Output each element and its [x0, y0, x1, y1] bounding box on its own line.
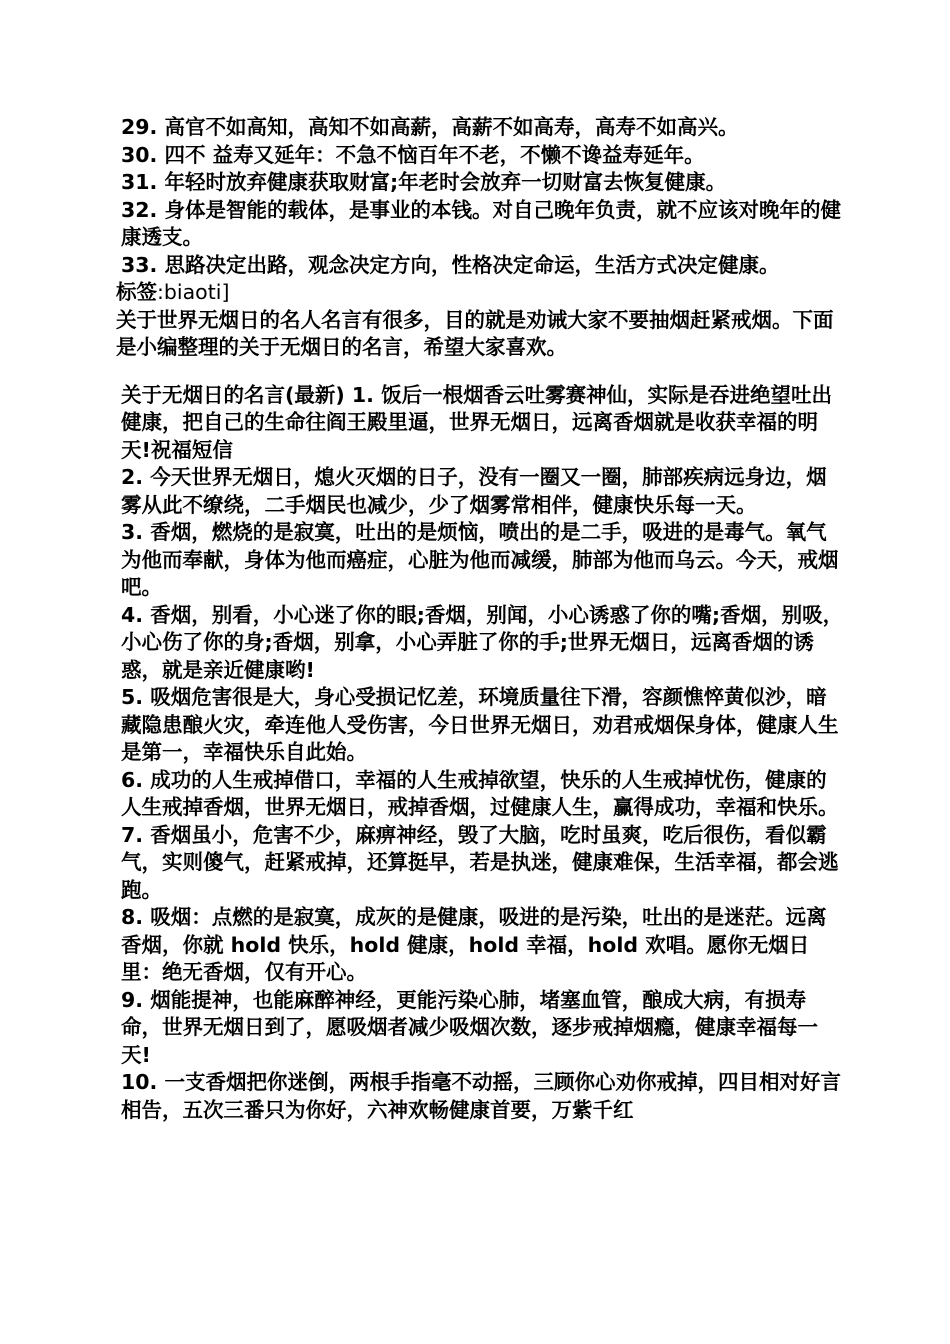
quote-4: 4. 香烟，别看，小心迷了你的眼;香烟，别闻，小心诱惑了你的嘴;香烟，别吸，小心伤了你的身;香烟，别拿，小心弄脏了你的手;世界无烟日，远离香烟的诱惑，就是亲近健康哟!	[121, 602, 844, 682]
quote-5: 5. 吸烟危害很是大，身心受损记忆差，环境质量往下滑，容颜憔悴黄似沙，暗藏隐患酿火灾，牵连他人受伤害，今日世界无烟日，劝君戒烟保身体，健康人生是第一，幸福快乐自此始。	[121, 685, 839, 764]
quote-6: 6. 成功的人生戒掉借口，幸福的人生戒掉欲望，快乐的人生戒掉忧伤，健康的人生戒掉香烟，世界无烟日，戒掉香烟，过健康人生，赢得成功，幸福和快乐。	[121, 767, 839, 819]
quote-10: 10. 一支香烟把你迷倒，两根手指毫不动摇，三顾你心劝你戒掉，四目相对好言相告，五次三番只为你好，六神欢畅健康首要，万紫千红	[121, 1070, 841, 1122]
quote-2: 2. 今天世界无烟日，熄火灭烟的日子，没有一圈又一圈，肺部疾病远身边，烟雾从此不缭绕，二手烟民也减少，少了烟雾常相伴，健康快乐每一天。	[121, 465, 827, 517]
quote-7: 7. 香烟虽小，危害不少，麻痹神经，毁了大脑，吃时虽爽，吃后很伤，看似霸气，实则傻气，赶紧戒掉，还算挺早，若是执迷，健康难保，生活幸福，都会逃跑。	[121, 822, 839, 902]
quote-1: 关于无烟日的名言(最新) 1. 饭后一根烟香云吐雾赛神仙，实际是吞进绝望吐出健康，把自己的生命往阎王殿里逼，世界无烟日，远离香烟就是收获幸福的明天!祝福短信	[121, 382, 833, 462]
tag-line	[116, 279, 846, 307]
document-page	[116, 114, 846, 1124]
line-30: 30. 四不 益寿又延年：不急不恼百年不老，不懒不谗益寿延年。	[121, 142, 705, 167]
intro-paragraph: 关于世界无烟日的名人名言有很多，目的就是劝诫大家不要抽烟赶紧戒烟。下面是小编整理的关于无烟日的名言，希望大家喜欢。	[116, 307, 834, 359]
line-32: 32. 身体是智能的载体，是事业的本钱。对自己晚年负责，就不应该对晚年的健康透支。	[121, 197, 841, 249]
quote-8: 8. 吸烟：点燃的是寂寞，成灰的是健康，吸进的是污染，吐出的是迷茫。远离香烟，你就 hold 快乐，hold 健康，hold 幸福，hold 欢唱。愿你无烟日里：绝无香烟，仅有开心。	[121, 905, 827, 984]
tag-label: 标签	[116, 280, 157, 304]
paragraph-gap	[116, 362, 846, 382]
line-29: 29. 高官不如高知，高知不如高薪，高薪不如高寿，高寿不如高兴。	[121, 115, 739, 139]
line-31: 31. 年轻时放弃健康获取财富;年老时会放弃一切财富去恢复健康。	[121, 170, 727, 194]
line-33: 33. 思路决定出路，观念决定方向，性格决定命运，生活方式决定健康。	[121, 252, 780, 277]
quote-3: 3. 香烟，燃烧的是寂寞，吐出的是烦恼，喷出的是二手，吸进的是毒气。氧气为他而奉献，身体为他而癌症，心脏为他而减缓，肺部为他而乌云。今天，戒烟吧。	[121, 520, 839, 599]
quote-9: 9. 烟能提神，也能麻醉神经，更能污染心肺，堵塞血管，酿成大病，有损寿命，世界无烟日到了，愿吸烟者减少吸烟次数，逐步戒掉烟瘾，健康幸福每一天!	[121, 987, 818, 1067]
tag-value: :biaoti]	[157, 280, 230, 304]
